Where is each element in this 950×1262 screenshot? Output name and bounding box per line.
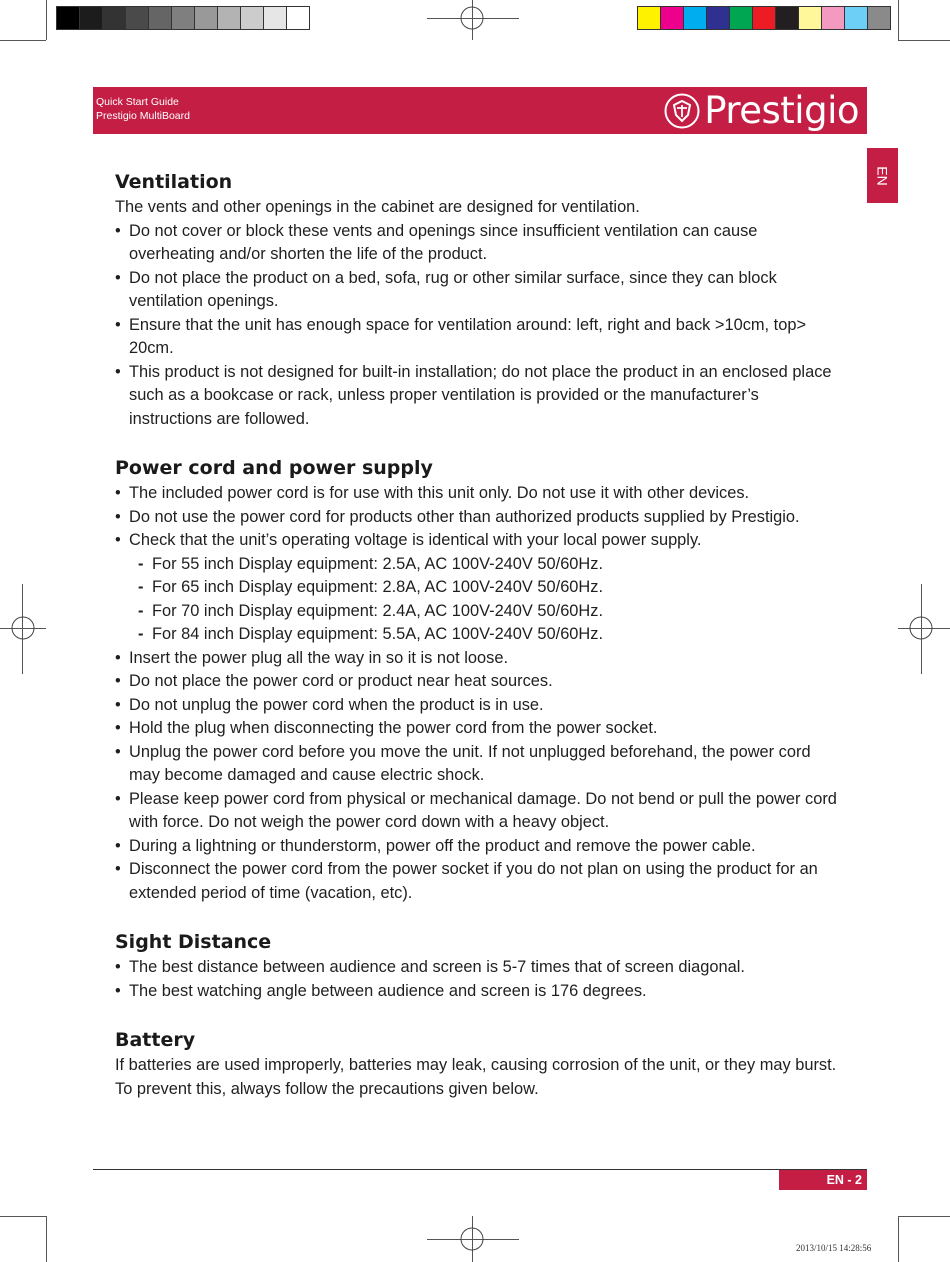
- list-subitem: - For 65 inch Display equipment: 2.8A, AC 100V-240V 50/60Hz.: [115, 576, 845, 600]
- color-swatch: [868, 7, 890, 29]
- color-swatch: [149, 7, 172, 29]
- registration-mark-icon: [459, 1226, 485, 1252]
- list-item: • Unplug the power cord before you move the unit. If not unplugged beforehand, the power cord may become damaged and cause electric shock.: [115, 741, 845, 788]
- header-band: [93, 87, 867, 134]
- header-meta: [96, 95, 190, 123]
- page-content: [115, 168, 845, 1124]
- crop-mark: [898, 1216, 899, 1262]
- color-swatch: [661, 7, 684, 29]
- color-swatch: [80, 7, 103, 29]
- color-swatch: [730, 7, 753, 29]
- list-item: • This product is not designed for built-in installation; do not place the product in an enclosed place such as a bookcase or rack, unless proper ventilation is provided or the manufacturer’s instructions are followed.: [115, 361, 845, 432]
- color-swatch: [241, 7, 264, 29]
- color-calibration-bar: [637, 6, 891, 30]
- list-item: • The included power cord is for use with this unit only. Do not use it with other devices.: [115, 482, 845, 506]
- prestigio-logo: [664, 89, 859, 132]
- color-swatch: [845, 7, 868, 29]
- crop-mark: [46, 0, 47, 40]
- section-sight-distance: [115, 928, 845, 1003]
- list-subitem: - For 84 inch Display equipment: 5.5A, AC 100V-240V 50/60Hz.: [115, 623, 845, 647]
- crop-mark: [46, 1216, 47, 1262]
- section-intro: The vents and other openings in the cabinet are designed for ventilation.: [115, 198, 640, 216]
- list-item: • The best watching angle between audience and screen is 176 degrees.: [115, 980, 845, 1004]
- prestigio-shield-icon: [664, 93, 700, 129]
- color-swatch: [799, 7, 822, 29]
- list-subitem: - For 70 inch Display equipment: 2.4A, AC 100V-240V 50/60Hz.: [115, 600, 845, 624]
- color-swatch: [638, 7, 661, 29]
- grayscale-calibration-bar: [56, 6, 310, 30]
- print-timestamp: 2013/10/15 14:28:56: [796, 1243, 872, 1253]
- section-text: If batteries are used improperly, batteries may leak, causing corrosion of the unit, or they may burst. To prevent this, always follow the precautions given below.: [115, 1056, 837, 1098]
- color-swatch: [707, 7, 730, 29]
- logo-text: Prestigio: [704, 89, 859, 132]
- list-item: • Do not place the power cord or product near heat sources.: [115, 670, 845, 694]
- list-item: • Disconnect the power cord from the power socket if you do not plan on using the product for an extended period of time (vacation, etc).: [115, 858, 845, 905]
- registration-mark-icon: [459, 5, 485, 31]
- list-item: • During a lightning or thunderstorm, power off the product and remove the power cable.: [115, 835, 845, 859]
- crop-mark: [898, 1216, 950, 1217]
- color-swatch: [776, 7, 799, 29]
- section-battery: [115, 1026, 845, 1101]
- color-swatch: [264, 7, 287, 29]
- dash-list: [115, 553, 845, 647]
- color-swatch: [195, 7, 218, 29]
- list-item: • The best distance between audience and screen is 5-7 times that of screen diagonal.: [115, 956, 845, 980]
- crop-mark: [898, 40, 950, 41]
- color-swatch: [172, 7, 195, 29]
- bullet-list: [115, 482, 845, 553]
- section-title: Power cord and power supply: [115, 457, 433, 479]
- list-item: • Do not use the power cord for products other than authorized products supplied by Prestigio.: [115, 506, 845, 530]
- list-item: • Check that the unit’s operating voltage is identical with your local power supply.: [115, 529, 845, 553]
- color-swatch: [126, 7, 149, 29]
- section-title: Ventilation: [115, 171, 233, 193]
- section-title: Battery: [115, 1029, 196, 1051]
- crop-mark: [898, 0, 899, 40]
- list-item: • Ensure that the unit has enough space for ventilation around: left, right and back >10cm, top> 20cm.: [115, 314, 845, 361]
- color-swatch: [57, 7, 80, 29]
- list-item: • Please keep power cord from physical or mechanical damage. Do not bend or pull the power cord with force. Do not weigh the power cord down with a heavy object.: [115, 788, 845, 835]
- list-item: • Do not place the product on a bed, sofa, rug or other similar surface, since they can block ventilation openings.: [115, 267, 845, 314]
- list-subitem: - For 55 inch Display equipment: 2.5A, AC 100V-240V 50/60Hz.: [115, 553, 845, 577]
- color-swatch: [218, 7, 241, 29]
- registration-mark-icon: [10, 615, 36, 641]
- guide-title: Quick Start Guide: [96, 96, 179, 108]
- list-item: • Do not unplug the power cord when the product is in use.: [115, 694, 845, 718]
- color-swatch: [684, 7, 707, 29]
- footer-divider: [93, 1169, 867, 1170]
- bullet-list: [115, 220, 845, 432]
- bullet-list: [115, 956, 845, 1003]
- color-swatch: [822, 7, 845, 29]
- color-swatch: [103, 7, 126, 29]
- list-item: • Insert the power plug all the way in so it is not loose.: [115, 647, 845, 671]
- registration-mark-icon: [908, 615, 934, 641]
- color-swatch: [287, 7, 309, 29]
- bullet-list: [115, 647, 845, 906]
- list-item: • Hold the plug when disconnecting the power cord from the power socket.: [115, 717, 845, 741]
- section-power: [115, 454, 845, 905]
- section-title: Sight Distance: [115, 931, 272, 953]
- product-name: Prestigio MultiBoard: [96, 110, 190, 122]
- crop-mark: [0, 40, 46, 41]
- list-item: • Do not cover or block these vents and openings since insufficient ventilation can cause overheating and/or shorten the life of the product.: [115, 220, 845, 267]
- language-label: EN: [874, 165, 891, 186]
- crop-mark: [0, 1216, 46, 1217]
- section-ventilation: [115, 168, 845, 431]
- language-tab: [867, 148, 898, 203]
- page-number: EN - 2: [779, 1170, 867, 1190]
- color-swatch: [753, 7, 776, 29]
